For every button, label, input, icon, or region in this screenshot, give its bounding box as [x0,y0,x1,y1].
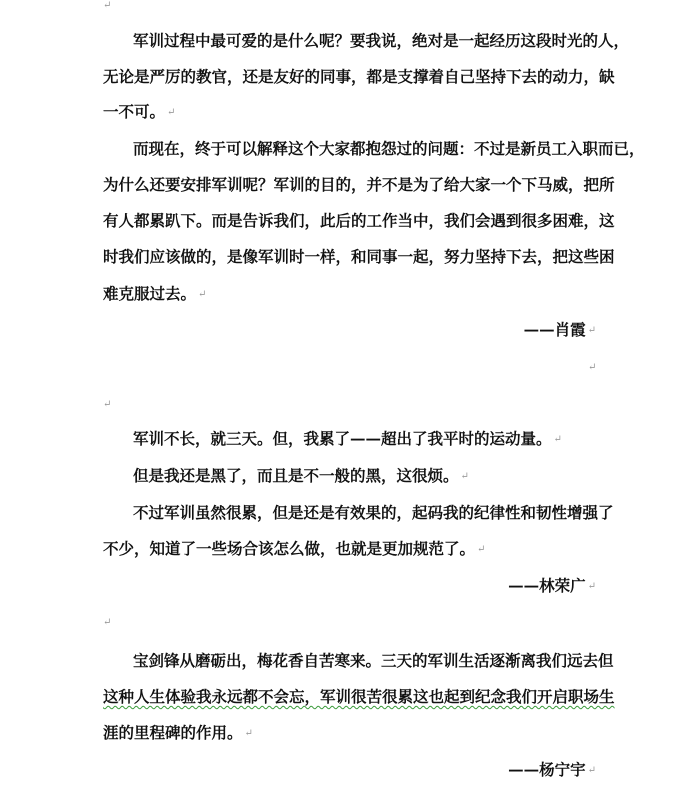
section1-signature [524,320,596,341]
section2-p3-line2 [103,539,603,560]
paragraph-mark: ↵ [587,325,596,336]
paragraph-mark: ↵ [460,471,469,482]
section1-p2-line4: 时我们应该做的，是像军训时一样，和同事一起，努力坚持下去，把这些困 [103,247,615,266]
paragraph-mark: ↵ [588,362,597,373]
section1-p1-line3 [103,102,603,123]
paragraph-mark: ↵ [587,765,596,776]
section2-p3-line2-text: 不少，知道了一些场合该怎么做，也就是更加规范了。 [103,539,476,558]
paragraph-mark: ↵ [103,0,112,11]
section1-p2-line2: 为什么还要安排军训呢？军训的目的，并不是为了给大家一个下马威，把所 [103,175,615,194]
section2-p1-text: 军训不长，就三天。但，我累了——超出了我平时的运动量。 [133,429,552,448]
section1-p1-line3-text: 一不可。 [103,102,166,121]
section3-p1-line3-text: 涯的里程碑的作用。 [103,723,243,742]
paragraph-mark: ↵ [553,434,562,445]
section3-signature [508,760,596,781]
paragraph-mark: ↵ [103,617,112,628]
section2-signature [508,576,596,597]
section3-p1-line2-text: 这种人生体验我永远都不会忘，军训很苦很累这也起到纪念我们开启职场生 [103,687,615,706]
paragraph-mark: ↵ [103,399,112,410]
section1-p1-line2: 无论是严厉的教官，还是友好的同事，都是支撑着自己坚持下去的动力，缺 [103,67,615,86]
section1-p2-line5-text: 难克服过去。 [103,284,197,303]
section2-p2-text: 但是我还是黑了，而且是不一般的黑，这很烦。 [133,466,459,485]
section1-p2-line5 [103,284,603,305]
section2-p1 [133,429,633,450]
section1-p2-line1: 而现在，终于可以解释这个大家都抱怨过的问题：不过是新员工入职而已， [133,139,645,158]
section3-p1-line3 [103,723,603,744]
paragraph-mark: ↵ [587,581,596,592]
section2-p3-line1: 不过军训虽然很累，但是还是有效果的，起码我的纪律性和韧性增强了 [133,503,614,522]
section3-signature-text: ——杨宁宇 [508,760,586,779]
section1-signature-text: ——肖霞 [523,320,586,339]
paragraph-mark: ↵ [244,728,253,739]
section3-p1-line1: 宝剑锋从磨砺出，梅花香自苦寒来。三天的军训生活逐渐离我们远去但 [133,651,614,670]
section1-p2-line3: 有人都累趴下。而是告诉我们，此后的工作当中，我们会遇到很多困难，这 [103,211,615,230]
paragraph-mark: ↵ [167,107,176,118]
section3-p1-line2 [103,687,615,707]
section1-p1-line1: 军训过程中最可爱的是什么呢？要我说，绝对是一起经历这段时光的人， [133,31,630,50]
paragraph-mark: ↵ [477,544,486,555]
section2-p2 [133,466,633,487]
paragraph-mark: ↵ [198,289,207,300]
section2-signature-text: ——林荣广 [508,576,586,595]
